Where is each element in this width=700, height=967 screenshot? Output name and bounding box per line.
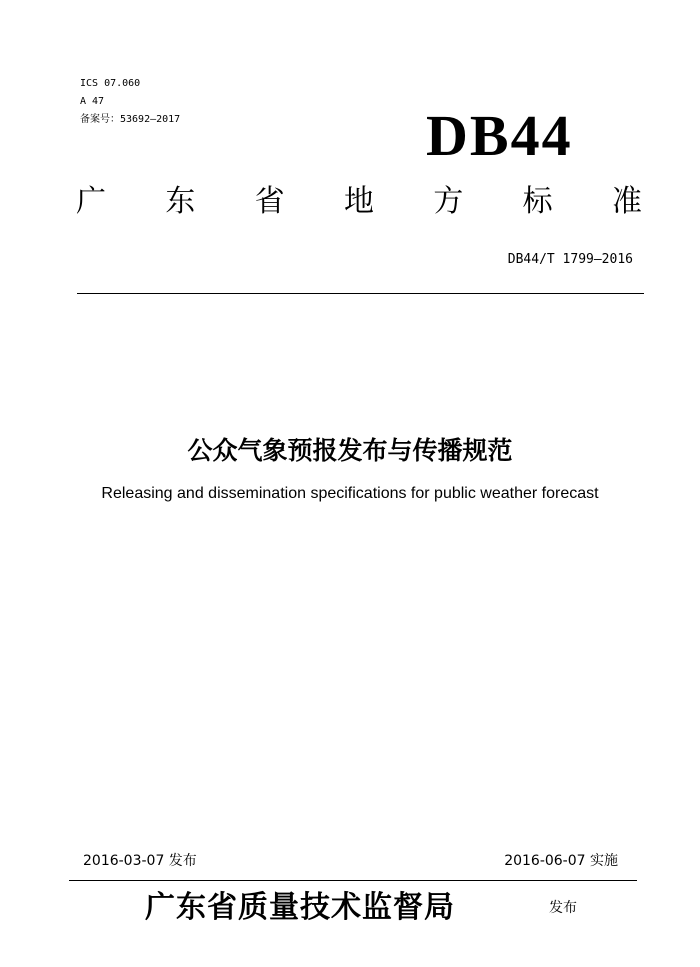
classification-code: A 47 [80, 96, 105, 107]
standard-type-char: 广 [76, 184, 106, 219]
standard-number: DB44/T 1799—2016 [507, 252, 633, 267]
standard-type-char: 省 [254, 184, 285, 219]
bottom-divider [69, 880, 637, 881]
standard-type-char: 准 [611, 184, 642, 219]
issue-label: 发布 [549, 900, 577, 916]
top-divider [77, 293, 644, 294]
title-english: Releasing and dissemination specifications for public weather forecast [101, 485, 599, 502]
standard-type-heading [76, 180, 642, 224]
publish-date: 2016-03-07 发布 [83, 853, 197, 869]
ics-code: ICS 07.060 [80, 78, 141, 89]
record-number: 备案号：53692—2017 [80, 114, 181, 125]
standard-type-char: 东 [165, 184, 196, 219]
implement-date: 2016-06-07 实施 [504, 853, 618, 869]
standard-type-char: 方 [433, 184, 464, 219]
standard-type-char: 地 [343, 184, 374, 219]
standard-type-char: 标 [522, 184, 553, 219]
title-chinese: 公众气象预报发布与传播规范 [187, 436, 513, 465]
issuing-authority: 广东省质量技术监督局 [145, 890, 455, 925]
db44-logo: DB44 [426, 103, 573, 168]
